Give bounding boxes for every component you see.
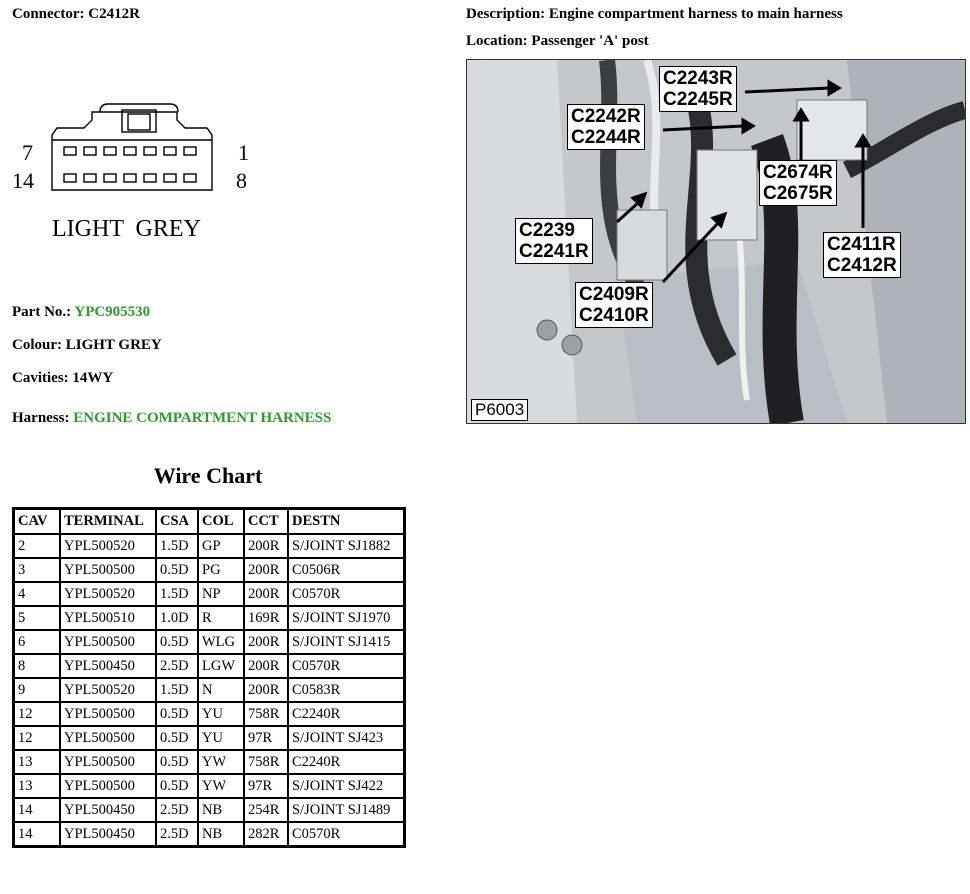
colour-line [12, 337, 162, 354]
cell-cct: 254R [244, 798, 288, 822]
cell-col: NB [198, 822, 244, 847]
wire-chart-table [12, 507, 406, 848]
callout-line: C2239 [519, 220, 575, 241]
cell-csa: 0.5D [156, 558, 198, 582]
header-terminal: TERMINAL [60, 509, 156, 535]
location-photo [466, 59, 966, 424]
wire-row [14, 726, 405, 750]
cell-csa: 2.5D [156, 798, 198, 822]
wire-row [14, 534, 405, 558]
harness-line [12, 410, 331, 427]
cell-col: N [198, 678, 244, 702]
cell-destn: S/JOINT SJ423 [288, 726, 405, 750]
cell-cct: 97R [244, 774, 288, 798]
cell-cct: 169R [244, 606, 288, 630]
wire-row [14, 702, 405, 726]
cell-csa: 1.0D [156, 606, 198, 630]
cell-destn: C2240R [288, 750, 405, 774]
cell-col: PG [198, 558, 244, 582]
connector-line [12, 6, 140, 23]
callout-c2411r [823, 232, 901, 278]
harness-label: Harness: [12, 410, 70, 426]
pin-label-7: 7 [22, 140, 33, 165]
cell-cct: 200R [244, 630, 288, 654]
callout-c2409r [575, 282, 653, 328]
cell-csa: 0.5D [156, 774, 198, 798]
cell-cct: 758R [244, 702, 288, 726]
cell-cav: 4 [14, 582, 61, 606]
cell-cav: 13 [14, 750, 61, 774]
cell-destn: S/JOINT SJ422 [288, 774, 405, 798]
wire-row [14, 606, 405, 630]
cell-cav: 12 [14, 726, 61, 750]
cell-csa: 1.5D [156, 534, 198, 558]
harness-value[interactable]: ENGINE COMPARTMENT HARNESS [73, 410, 332, 426]
callout-line: C2674R [763, 162, 833, 183]
wire-row [14, 654, 405, 678]
photo-code-label: P6003 [471, 399, 528, 421]
wire-row [14, 678, 405, 702]
cell-terminal: YPL500450 [60, 798, 156, 822]
cell-terminal: YPL500450 [60, 654, 156, 678]
connector-value: C2412R [88, 6, 140, 22]
wire-row [14, 822, 405, 847]
cell-cct: 97R [244, 726, 288, 750]
cell-destn: C0583R [288, 678, 405, 702]
location-label: Location: [466, 33, 528, 49]
cell-destn: S/JOINT SJ1489 [288, 798, 405, 822]
cell-csa: 1.5D [156, 678, 198, 702]
cell-terminal: YPL500500 [60, 774, 156, 798]
cell-cav: 13 [14, 774, 61, 798]
cavities-value: 14WY [72, 370, 114, 386]
cell-destn: C0506R [288, 558, 405, 582]
header-csa: CSA [156, 509, 198, 535]
cell-csa: 2.5D [156, 654, 198, 678]
callout-line: C2409R [579, 284, 649, 305]
cell-destn: C0570R [288, 582, 405, 606]
cell-col: GP [198, 534, 244, 558]
cell-col: WLG [198, 630, 244, 654]
colour-value: LIGHT GREY [65, 337, 162, 353]
location-line [466, 33, 649, 50]
cell-col: YU [198, 726, 244, 750]
cell-col: NB [198, 798, 244, 822]
pin-label-1: 1 [238, 140, 249, 165]
cell-destn: C0570R [288, 654, 405, 678]
wire-row [14, 774, 405, 798]
callout-line: C2410R [579, 305, 649, 326]
cell-col: YW [198, 774, 244, 798]
cell-cav: 5 [14, 606, 61, 630]
callout-line: C2675R [763, 183, 833, 204]
cell-cct: 200R [244, 558, 288, 582]
description-value: Engine compartment harness to main harness [548, 6, 843, 22]
wire-row [14, 798, 405, 822]
wire-chart-header-row [14, 509, 405, 535]
cell-cct: 758R [244, 750, 288, 774]
cell-csa: 0.5D [156, 726, 198, 750]
cell-terminal: YPL500520 [60, 678, 156, 702]
description-line [466, 6, 843, 23]
cell-cav: 14 [14, 822, 61, 847]
cell-cct: 200R [244, 654, 288, 678]
pin-label-8: 8 [236, 168, 247, 193]
cell-terminal: YPL500520 [60, 534, 156, 558]
callout-line: C2243R [663, 68, 733, 89]
header-destn: DESTN [288, 509, 405, 535]
cell-cav: 12 [14, 702, 61, 726]
cell-terminal: YPL500520 [60, 582, 156, 606]
cell-terminal: YPL500500 [60, 702, 156, 726]
cell-cav: 8 [14, 654, 61, 678]
cell-col: LGW [198, 654, 244, 678]
cell-cav: 3 [14, 558, 61, 582]
wire-row [14, 750, 405, 774]
cell-csa: 0.5D [156, 702, 198, 726]
cell-csa: 1.5D [156, 582, 198, 606]
callout-c2243r [659, 66, 737, 112]
wire-row [14, 558, 405, 582]
cell-cct: 200R [244, 582, 288, 606]
header-cav: CAV [14, 509, 61, 535]
callout-c2239 [515, 218, 593, 264]
cell-col: R [198, 606, 244, 630]
callout-c2674r [759, 160, 837, 206]
callout-line: C2412R [827, 255, 897, 276]
header-col: COL [198, 509, 244, 535]
cell-destn: C0570R [288, 822, 405, 847]
wire-row [14, 582, 405, 606]
callout-line: C2241R [519, 241, 589, 262]
cell-terminal: YPL500500 [60, 726, 156, 750]
wire-row [14, 630, 405, 654]
cell-terminal: YPL500500 [60, 558, 156, 582]
cell-cct: 282R [244, 822, 288, 847]
cavities-label: Cavities: [12, 370, 69, 386]
callout-c2242r [567, 104, 645, 150]
part-no-line [12, 304, 150, 321]
cell-terminal: YPL500500 [60, 630, 156, 654]
callout-line: C2242R [571, 106, 641, 127]
cell-terminal: YPL500450 [60, 822, 156, 847]
cell-cct: 200R [244, 534, 288, 558]
cell-cct: 200R [244, 678, 288, 702]
cell-destn: S/JOINT SJ1882 [288, 534, 405, 558]
cell-terminal: YPL500500 [60, 750, 156, 774]
cell-cav: 6 [14, 630, 61, 654]
description-label: Description: [466, 6, 546, 22]
diagram-colour-caption: LIGHT GREY [52, 216, 201, 242]
cell-col: YW [198, 750, 244, 774]
header-cct: CCT [244, 509, 288, 535]
part-no-label: Part No.: [12, 304, 72, 320]
colour-label: Colour: [12, 337, 62, 353]
location-value: Passenger 'A' post [531, 33, 649, 49]
cell-csa: 0.5D [156, 750, 198, 774]
cell-destn: S/JOINT SJ1970 [288, 606, 405, 630]
cell-destn: C2240R [288, 702, 405, 726]
cell-cav: 9 [14, 678, 61, 702]
cell-cav: 14 [14, 798, 61, 822]
cell-col: YU [198, 702, 244, 726]
cell-csa: 0.5D [156, 630, 198, 654]
cell-cav: 2 [14, 534, 61, 558]
cavities-line [12, 370, 113, 387]
callout-line: C2245R [663, 89, 733, 110]
cell-terminal: YPL500510 [60, 606, 156, 630]
callout-line: C2411R [827, 234, 896, 255]
wire-chart-title: Wire Chart [153, 463, 263, 488]
connector-label: Connector: [12, 6, 85, 22]
part-no-value[interactable]: YPC905530 [74, 304, 151, 320]
cell-csa: 2.5D [156, 822, 198, 847]
cell-destn: S/JOINT SJ1415 [288, 630, 405, 654]
pin-label-14: 14 [12, 168, 34, 193]
callout-line: C2244R [571, 127, 641, 148]
cell-col: NP [198, 582, 244, 606]
